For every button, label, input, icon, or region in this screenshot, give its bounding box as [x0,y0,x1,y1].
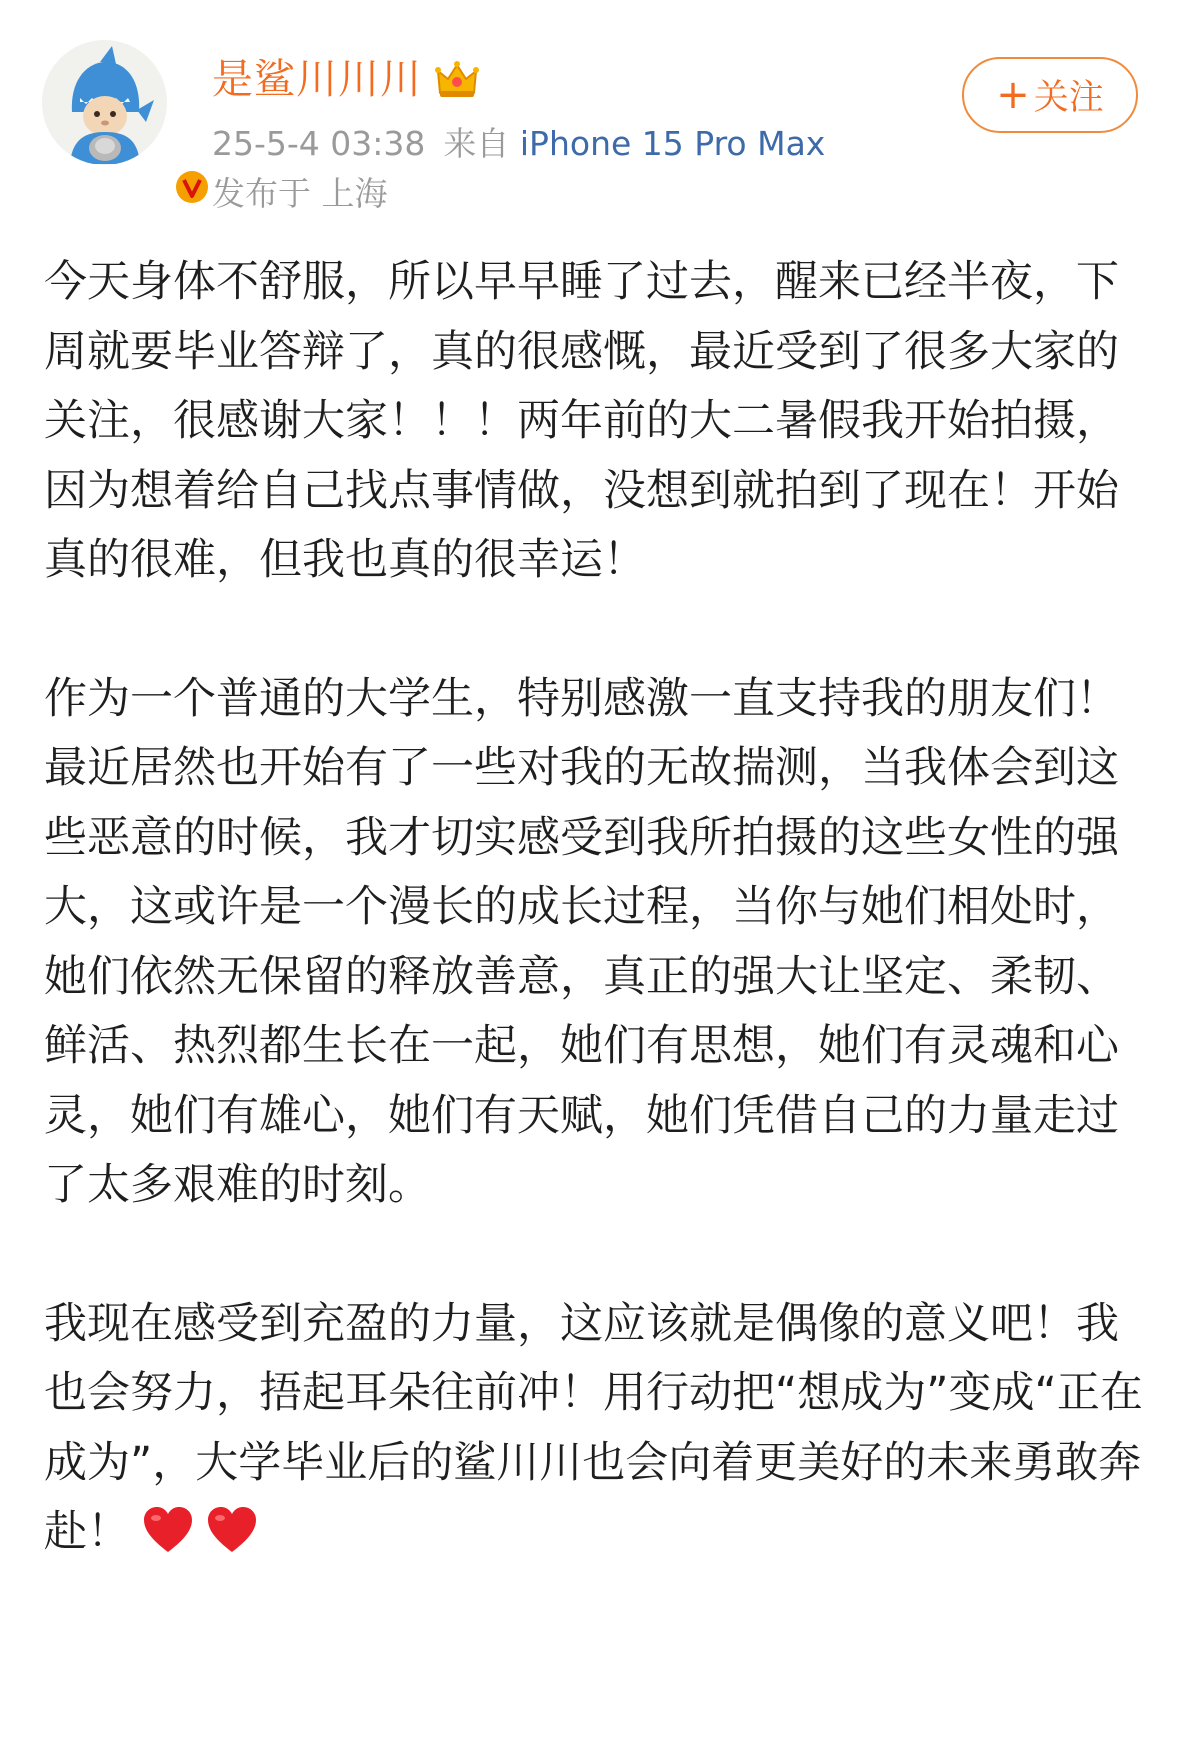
post-paragraph-text: 我现在感受到充盈的力量，这应该就是偶像的意义吧！我也会努力，捂起耳朵往前冲！用行动把“想成为”变成“正在成为”，大学毕业后的鲨川川也会向着更美好的未来勇敢奔赴！ [44,1298,1143,1557]
verified-v-badge-icon [172,167,212,207]
follow-label: 关注 [1033,78,1104,118]
location: 发布于 上海 [212,174,388,213]
post-paragraph: 作为一个普通的大学生，特别感激一直支持我的朋友们！最近居然也开始有了一些对我的无故揣测，当我体会到这些恶意的时候，我才切实感受到我所拍摄的这些女性的强大，这或许是一个漫长的成长过程，当你与她们相处时，她们依然无保留的释放善意，真正的强大让坚定、柔韧、鲜活、热烈都生长在一起，她们有思想，她们有灵魂和心灵，她们有雄心，她们有天赋，她们凭借自己的力量走过了太多艰难的时刻。 [44,673,1119,1210]
avatar[interactable] [42,40,167,165]
device-link[interactable]: iPhone 15 Pro Max [519,124,826,163]
post-paragraph-last [44,1290,1144,1568]
red-heart-icon [206,1506,258,1554]
source-prefix: 来自 [443,124,510,163]
timestamp: 25-5-4 03:38 [212,124,426,163]
author-row [212,52,480,106]
plus-icon: + [996,72,1030,118]
post-body [44,248,1144,1568]
crown-icon [434,57,480,101]
username[interactable]: 是鲨川川川 [212,55,422,103]
post-meta [212,122,825,166]
follow-button[interactable] [962,57,1138,133]
red-heart-icon [142,1506,194,1554]
shark-costume-avatar-icon [42,40,167,165]
post-header [0,0,1179,230]
post-paragraph: 今天身体不舒服，所以早早睡了过去，醒来已经半夜，下周就要毕业答辩了，真的很感慨，最近受到了很多大家的关注，很感谢大家！！！两年前的大二暑假我开始拍摄，因为想着给自己找点事情做，没想到就拍到了现在！开始真的很难，但我也真的很幸运！ [44,257,1119,585]
